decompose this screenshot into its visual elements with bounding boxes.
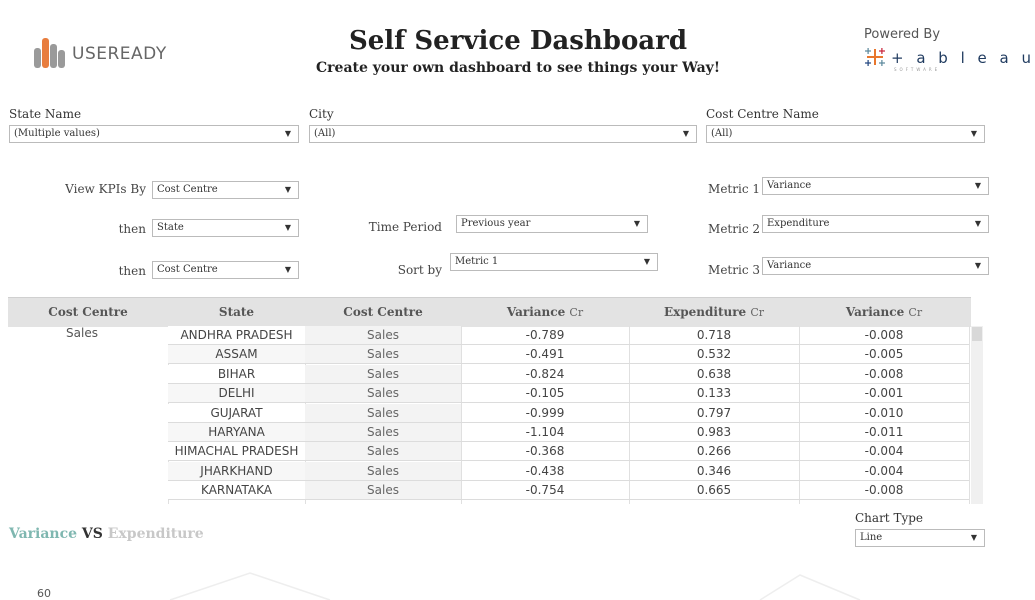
y-axis-tick-label: 60 xyxy=(37,587,51,600)
then-dropdown-1[interactable] xyxy=(152,219,299,237)
metric-1-cell: -0.491 xyxy=(461,345,629,364)
table-row[interactable] xyxy=(8,384,971,403)
cost-centre-cell: Sales xyxy=(305,462,461,481)
metric-2-cell: 0.638 xyxy=(629,365,799,384)
cost-centre-cell: Sales xyxy=(305,404,461,423)
metric-3-value: Variance xyxy=(767,260,812,271)
metric-2-cell: 0.718 xyxy=(629,326,799,345)
state-name-label: State Name xyxy=(9,107,82,121)
view-kpis-by-dropdown[interactable] xyxy=(152,181,299,199)
chart-type-dropdown[interactable] xyxy=(855,529,985,547)
metric-2-cell: 0.266 xyxy=(629,442,799,461)
metric-1-cell: -0.368 xyxy=(461,442,629,461)
chevron-down-icon: ▼ xyxy=(970,533,977,542)
metric-3-label: Metric 3 xyxy=(708,263,760,277)
metric-1-cell: -0.824 xyxy=(461,365,629,384)
time-period-value: Previous year xyxy=(461,218,531,229)
background-decoration xyxy=(0,565,1000,600)
chart-type-value: Line xyxy=(860,532,883,543)
metric-1-cell: -1.104 xyxy=(461,423,629,442)
table-scrollbar-thumb[interactable] xyxy=(972,327,982,341)
chevron-down-icon: ▼ xyxy=(970,129,977,138)
table-row[interactable] xyxy=(8,365,971,384)
sort-by-value: Metric 1 xyxy=(455,256,499,267)
tableau-cross-icon xyxy=(864,46,886,68)
then-label-1: then xyxy=(118,222,146,236)
metric-2-dropdown[interactable] xyxy=(762,215,989,233)
chevron-down-icon: ▼ xyxy=(284,265,291,274)
metric-3-dropdown[interactable] xyxy=(762,257,989,275)
cost-centre-name-dropdown[interactable] xyxy=(706,125,985,143)
state-cell: GUJARAT xyxy=(168,404,305,423)
chevron-down-icon: ▼ xyxy=(633,219,640,228)
cost-centre-cell: Sales xyxy=(305,365,461,384)
metric-2-cell: 0.346 xyxy=(629,462,799,481)
table-row[interactable] xyxy=(8,404,971,423)
column-header[interactable]: Variance Cr xyxy=(506,305,584,319)
state-cell: BIHAR xyxy=(168,365,305,384)
metric-1-label: Metric 1 xyxy=(708,182,760,196)
tableau-wordmark: + a b l e a u xyxy=(891,49,1035,67)
cost-centre-cell: Sales xyxy=(305,481,461,500)
logo-bars-icon xyxy=(34,32,66,68)
chart-section-title xyxy=(9,526,204,542)
metric-3-cell: -0.008 xyxy=(799,481,969,500)
metric-3-cell: -0.005 xyxy=(799,345,969,364)
page-subtitle: Create your own dashboard to see things your Way! xyxy=(316,60,720,76)
state-cell: KARNATAKA xyxy=(168,481,305,500)
metric-1-cell: -0.754 xyxy=(461,481,629,500)
metric-1-dropdown[interactable] xyxy=(762,177,989,195)
logo-text: USEREADY xyxy=(72,44,167,64)
state-cell: JHARKHAND xyxy=(168,462,305,481)
tableau-software-text: SOFTWARE xyxy=(894,67,941,72)
cost-centre-cell: Sales xyxy=(305,442,461,461)
table-row[interactable] xyxy=(8,442,971,461)
metric-1-cell: -0.789 xyxy=(461,326,629,345)
cost-centre-name-value: (All) xyxy=(711,128,733,139)
then-label-2: then xyxy=(118,264,146,278)
metric-3-cell: -0.004 xyxy=(799,462,969,481)
table-scrollbar[interactable] xyxy=(971,326,983,504)
metric-1-cell: -0.999 xyxy=(461,404,629,423)
cost-centre-group-label: Sales xyxy=(66,326,98,340)
state-cell: ANDHRA PRADESH xyxy=(168,326,305,345)
table-row[interactable] xyxy=(8,481,971,500)
metric-1-value: Variance xyxy=(767,180,812,191)
cost-centre-cell: Sales xyxy=(305,384,461,403)
data-table-body xyxy=(8,326,971,504)
view-kpis-by-value: Cost Centre xyxy=(157,184,218,195)
city-dropdown[interactable] xyxy=(309,125,697,143)
chevron-down-icon: ▼ xyxy=(974,181,981,190)
state-name-dropdown[interactable] xyxy=(9,125,299,143)
metric-2-value: Expenditure xyxy=(767,218,830,229)
city-value: (All) xyxy=(314,128,336,139)
page-title: Self Service Dashboard xyxy=(348,26,688,56)
column-header[interactable]: Variance Cr xyxy=(845,305,923,319)
cost-centre-cell: Sales xyxy=(305,345,461,364)
cost-centre-cell: Sales xyxy=(305,326,461,345)
table-row[interactable] xyxy=(8,326,971,345)
vs-title-part: VS xyxy=(81,526,103,542)
chevron-down-icon: ▼ xyxy=(284,129,291,138)
metric-1-cell: -0.105 xyxy=(461,384,629,403)
metric-2-cell: 0.532 xyxy=(629,345,799,364)
variance-title-part: Variance xyxy=(9,526,78,542)
metric-2-cell: 0.665 xyxy=(629,481,799,500)
metric-3-cell: -0.008 xyxy=(799,365,969,384)
then-value-1: State xyxy=(157,222,184,233)
chevron-down-icon: ▼ xyxy=(682,129,689,138)
table-row[interactable] xyxy=(8,423,971,442)
state-name-value: (Multiple values) xyxy=(14,128,100,139)
metric-3-cell: -0.010 xyxy=(799,404,969,423)
cost-centre-name-label: Cost Centre Name xyxy=(706,107,819,121)
then-dropdown-2[interactable] xyxy=(152,261,299,279)
state-cell: HIMACHAL PRADESH xyxy=(168,442,305,461)
chart-type-label: Chart Type xyxy=(855,511,924,525)
chevron-down-icon: ▼ xyxy=(284,185,291,194)
state-cell: ASSAM xyxy=(168,345,305,364)
chevron-down-icon: ▼ xyxy=(284,223,291,232)
chevron-down-icon: ▼ xyxy=(974,219,981,228)
expenditure-title-part: Expenditure xyxy=(107,526,204,542)
powered-by-label: Powered By xyxy=(864,27,941,42)
metric-3-cell: -0.008 xyxy=(799,326,969,345)
then-value-2: Cost Centre xyxy=(157,264,218,275)
column-header[interactable]: State xyxy=(218,305,255,319)
tableau-logo xyxy=(864,46,1035,74)
state-cell: HARYANA xyxy=(168,423,305,442)
column-header[interactable]: Cost Centre xyxy=(48,305,128,319)
metric-2-cell: 0.133 xyxy=(629,384,799,403)
metric-3-cell: -0.004 xyxy=(799,442,969,461)
sort-by-dropdown[interactable] xyxy=(450,253,658,271)
chevron-down-icon: ▼ xyxy=(974,261,981,270)
city-label: City xyxy=(309,107,334,121)
column-header[interactable]: Cost Centre xyxy=(343,305,423,319)
metric-2-cell: 0.797 xyxy=(629,404,799,423)
sort-by-label: Sort by xyxy=(397,263,442,277)
metric-3-cell: -0.001 xyxy=(799,384,969,403)
metric-3-cell: -0.011 xyxy=(799,423,969,442)
metric-1-cell: -0.438 xyxy=(461,462,629,481)
table-row[interactable] xyxy=(8,462,971,481)
column-header[interactable]: Expenditure Cr xyxy=(663,305,765,319)
metric-2-label: Metric 2 xyxy=(708,222,760,236)
metric-2-cell: 0.983 xyxy=(629,423,799,442)
userready-logo xyxy=(34,30,167,70)
cost-centre-cell: Sales xyxy=(305,423,461,442)
table-row[interactable] xyxy=(8,345,971,364)
state-cell: DELHI xyxy=(168,384,305,403)
chevron-down-icon: ▼ xyxy=(643,257,650,266)
time-period-dropdown[interactable] xyxy=(456,215,648,233)
time-period-label: Time Period xyxy=(368,220,442,234)
table-header xyxy=(8,297,971,327)
view-kpis-by-label: View KPIs By xyxy=(65,182,146,196)
